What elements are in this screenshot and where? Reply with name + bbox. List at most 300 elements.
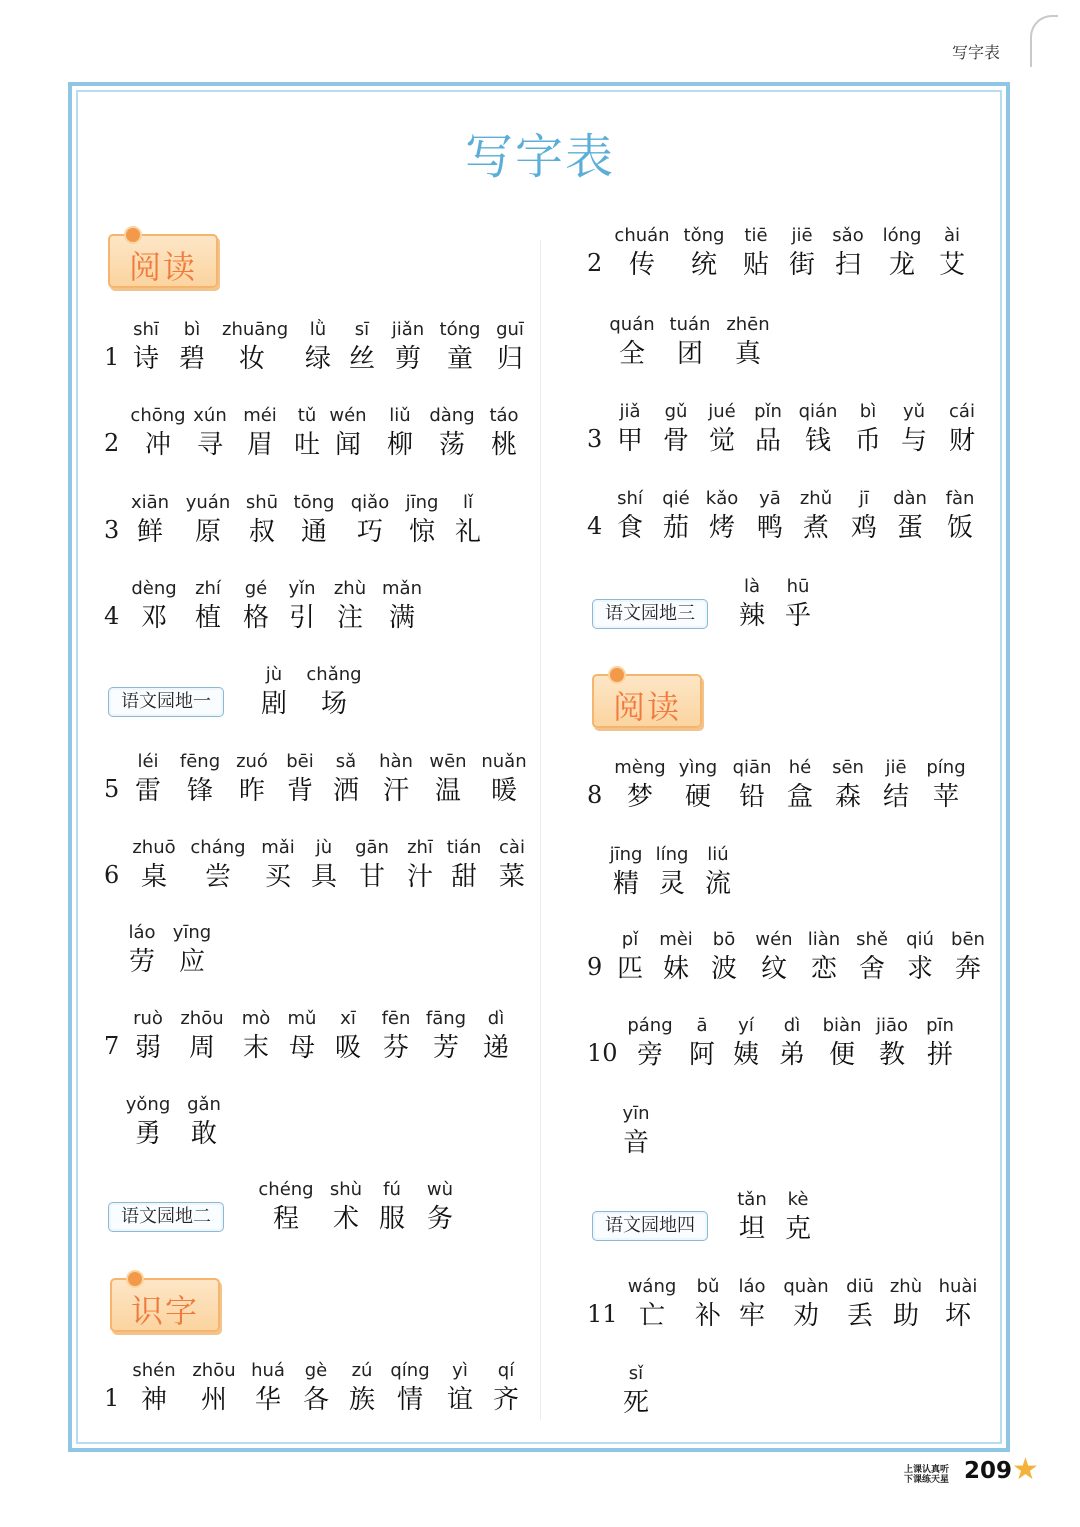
pinyin: mǎi	[261, 837, 295, 858]
hanzi: 梦	[626, 782, 653, 812]
hanzi: 鸡	[850, 513, 877, 543]
pinyin: jīng	[609, 844, 643, 865]
pinyin: píng	[926, 757, 966, 778]
pinyin: shī	[133, 319, 159, 340]
pinyin: lóng	[882, 225, 922, 246]
pinyin: gān	[355, 837, 389, 858]
hanzi: 茄	[662, 513, 689, 543]
hanzi: 剧	[260, 689, 287, 719]
hanzi: 坏	[944, 1301, 971, 1331]
pinyin: jiē	[791, 225, 813, 246]
char-cell	[668, 756, 728, 814]
char-cell	[476, 1359, 536, 1417]
hanzi: 苹	[932, 782, 959, 812]
hanzi: 芬	[382, 1033, 409, 1063]
char-cell	[776, 1275, 836, 1333]
pinyin: bǔ	[696, 1276, 720, 1297]
hanzi: 末	[242, 1033, 269, 1063]
hanzi: 盒	[786, 782, 813, 812]
hanzi: 蛋	[896, 513, 923, 543]
hanzi: 满	[388, 603, 415, 633]
pinyin: ā	[696, 1015, 708, 1036]
pinyin: mò	[241, 1008, 271, 1029]
hanzi: 劝	[792, 1301, 819, 1331]
pinyin: xī	[340, 1008, 356, 1029]
pinyin: qiǎo	[350, 492, 390, 513]
pinyin: chǎng	[306, 664, 362, 685]
pinyin: léi	[137, 751, 159, 772]
hanzi: 吐	[293, 430, 320, 460]
hanzi: 具	[310, 862, 337, 892]
char-cell	[688, 843, 748, 901]
pinyin: wén	[329, 405, 367, 426]
pinyin: gǔ	[664, 401, 688, 422]
hanzi: 硬	[684, 782, 711, 812]
pinyin: yā	[759, 488, 781, 509]
hanzi: 阿	[688, 1040, 715, 1070]
char-cell	[938, 928, 998, 986]
pinyin: ài	[943, 225, 961, 246]
lesson-number: 1	[104, 1384, 120, 1412]
hanzi: 丢	[846, 1301, 873, 1331]
pinyin: hū	[786, 576, 810, 597]
hanzi: 丝	[348, 344, 375, 374]
pinyin: tōng	[293, 492, 335, 513]
pinyin: dì	[783, 1015, 801, 1036]
pinyin: chōng	[130, 405, 186, 426]
page-title: 写字表	[464, 129, 615, 185]
page-corner-icon	[1030, 15, 1058, 67]
char-cell	[922, 224, 982, 282]
hanzi: 务	[426, 1204, 453, 1234]
hanzi: 叔	[248, 517, 275, 547]
char-cell	[722, 1275, 782, 1333]
hanzi: 温	[434, 776, 461, 806]
pinyin: nuǎn	[481, 751, 527, 772]
pinyin: gǎn	[187, 1094, 221, 1115]
char-cell	[612, 224, 672, 282]
hanzi: 吸	[334, 1033, 361, 1063]
lesson-number: 9	[587, 953, 603, 981]
hanzi: 归	[496, 344, 523, 374]
hanzi: 通	[300, 517, 327, 547]
pinyin: sǐ	[628, 1363, 644, 1384]
hanzi: 眉	[246, 430, 273, 460]
hanzi: 甘	[358, 862, 385, 892]
pinyin: quán	[609, 314, 655, 335]
hanzi: 华	[254, 1385, 281, 1415]
lesson-number: 3	[104, 516, 120, 544]
hanzi: 艾	[938, 250, 965, 280]
pinyin: qíng	[390, 1360, 430, 1381]
hanzi: 应	[178, 947, 205, 977]
hanzi: 煮	[802, 513, 829, 543]
pinyin: bì	[859, 401, 877, 422]
hanzi: 术	[332, 1204, 359, 1234]
pinyin: zú	[351, 1360, 373, 1381]
hanzi: 坦	[738, 1214, 765, 1244]
pinyin: líng	[655, 844, 689, 865]
lesson-number: 8	[587, 781, 603, 809]
garden-label-1: 语文园地一	[108, 687, 224, 717]
pinyin: là	[743, 576, 761, 597]
char-cell	[178, 491, 238, 549]
pinyin: kǎo	[705, 488, 739, 509]
pinyin: zhōu	[192, 1360, 236, 1381]
pinyin: qié	[662, 488, 690, 509]
pinyin: yīng	[172, 922, 212, 943]
pinyin: jù	[315, 837, 333, 858]
hanzi: 财	[948, 426, 975, 456]
garden-label-3: 语文园地三	[592, 599, 708, 629]
char-cell	[118, 750, 178, 808]
hanzi: 冲	[144, 430, 171, 460]
pinyin: jī	[858, 488, 869, 509]
hanzi: 匹	[616, 954, 643, 984]
hanzi: 周	[188, 1033, 215, 1063]
pinyin: diū	[846, 1276, 874, 1297]
hanzi: 币	[854, 426, 881, 456]
lesson-number: 2	[587, 249, 603, 277]
hanzi: 旁	[636, 1040, 663, 1070]
hanzi: 波	[710, 954, 737, 984]
pinyin: sī	[354, 319, 370, 340]
char-cell	[930, 487, 990, 545]
char-cell	[172, 1007, 232, 1065]
hanzi: 姨	[732, 1040, 759, 1070]
pinyin: xiān	[130, 492, 170, 513]
hanzi: 求	[906, 954, 933, 984]
pinyin: wáng	[627, 1276, 677, 1297]
pinyin: yìng	[678, 757, 718, 778]
pinyin: dàng	[429, 405, 475, 426]
pinyin: jiāo	[875, 1015, 909, 1036]
pinyin: mǎn	[382, 578, 422, 599]
hanzi: 暖	[490, 776, 517, 806]
pinyin: fú	[383, 1179, 401, 1200]
pinyin: cái	[949, 401, 975, 422]
hanzi: 统	[690, 250, 717, 280]
pinyin: bō	[712, 929, 736, 950]
char-cell	[910, 1014, 970, 1072]
pinyin: fāng	[425, 1008, 467, 1029]
pinyin: quàn	[783, 1276, 829, 1297]
hanzi: 亡	[638, 1301, 665, 1331]
garden-label-4: 语文园地四	[592, 1211, 708, 1241]
hanzi: 团	[676, 339, 703, 369]
pinyin: chéng	[258, 1179, 314, 1200]
pinyin: tóng	[439, 319, 481, 340]
pinyin: yǒng	[125, 1094, 171, 1115]
lesson-number: 10	[587, 1039, 618, 1067]
pinyin: jiǎn	[391, 319, 425, 340]
pinyin: tǎn	[737, 1189, 767, 1210]
hanzi: 传	[628, 250, 655, 280]
pinyin: zhōu	[180, 1008, 224, 1029]
pinyin: yí	[738, 1015, 754, 1036]
char-cell	[928, 1275, 988, 1333]
char-cell	[174, 1093, 234, 1151]
pinyin: táo	[489, 405, 519, 426]
pinyin: sǎo	[832, 225, 864, 246]
char-cell	[438, 491, 498, 549]
footer-slogan: 上课认真听 下课练天星	[904, 1465, 950, 1485]
hanzi: 贴	[742, 250, 769, 280]
hanzi: 植	[194, 603, 221, 633]
hanzi: 尝	[204, 862, 231, 892]
char-cell	[124, 836, 184, 894]
char-cell	[170, 750, 230, 808]
char-cell	[474, 404, 534, 462]
hanzi: 寻	[196, 430, 223, 460]
char-cell	[876, 1275, 936, 1333]
hanzi: 结	[882, 782, 909, 812]
hanzi: 劳	[128, 947, 155, 977]
pinyin: zhù	[333, 578, 367, 599]
char-cell	[768, 575, 828, 633]
hanzi: 鸭	[756, 513, 783, 543]
hanzi: 桌	[140, 862, 167, 892]
hanzi: 敢	[190, 1119, 217, 1149]
hanzi: 格	[242, 603, 269, 633]
pinyin: láo	[738, 1276, 766, 1297]
hanzi: 买	[264, 862, 291, 892]
char-cell	[410, 1178, 470, 1236]
pinyin: hé	[788, 757, 812, 778]
char-cell	[222, 318, 289, 376]
hanzi: 甲	[616, 426, 643, 456]
pinyin: sēn	[832, 757, 864, 778]
char-cell	[916, 756, 976, 814]
char-cell	[366, 750, 426, 808]
pinyin: wù	[426, 1179, 454, 1200]
hanzi: 骨	[662, 426, 689, 456]
char-cell	[232, 491, 292, 549]
pinyin: hàn	[379, 751, 413, 772]
pinyin: liǔ	[389, 405, 411, 426]
hanzi: 拼	[926, 1040, 953, 1070]
char-cell	[474, 750, 534, 808]
hanzi: 引	[288, 603, 315, 633]
pinyin: láo	[128, 922, 156, 943]
char-cell	[188, 836, 248, 894]
pinyin: shén	[132, 1360, 176, 1381]
char-cell	[120, 491, 180, 549]
hanzi: 烤	[708, 513, 735, 543]
hanzi: 全	[618, 339, 645, 369]
hanzi: 昨	[238, 776, 265, 806]
pinyin: biàn	[822, 1015, 862, 1036]
hanzi: 龙	[888, 250, 915, 280]
hanzi: 教	[878, 1040, 905, 1070]
lesson-number: 2	[104, 429, 120, 457]
hanzi: 注	[336, 603, 363, 633]
pinyin: jiǎ	[619, 401, 641, 422]
lesson-number: 7	[104, 1032, 120, 1060]
hanzi: 饭	[946, 513, 973, 543]
pinyin: tián	[446, 837, 482, 858]
pinyin: liú	[707, 844, 729, 865]
char-cell	[304, 663, 364, 721]
pinyin: mǔ	[287, 1008, 317, 1029]
pinyin: fēn	[381, 1008, 411, 1029]
hanzi: 齐	[492, 1385, 519, 1415]
pinyin: xún	[193, 405, 227, 426]
pinyin: cài	[499, 837, 525, 858]
pinyin: huá	[251, 1360, 285, 1381]
char-cell	[118, 1093, 178, 1151]
char-cell	[378, 318, 438, 376]
char-cell	[606, 1102, 666, 1160]
hanzi: 扫	[834, 250, 861, 280]
hanzi: 芳	[432, 1033, 459, 1063]
hanzi: 服	[378, 1204, 405, 1234]
char-cell	[620, 1014, 680, 1072]
char-cell	[372, 577, 432, 635]
pinyin: zhuāng	[222, 319, 289, 340]
hanzi: 死	[622, 1388, 649, 1418]
pinyin: zhī	[407, 837, 433, 858]
running-header: 写字表	[952, 43, 1001, 62]
pinyin: kè	[787, 1189, 809, 1210]
hanzi: 恋	[810, 954, 837, 984]
hanzi: 邓	[140, 603, 167, 633]
hanzi: 洒	[332, 776, 359, 806]
char-cell	[128, 404, 188, 462]
hanzi: 巧	[356, 517, 383, 547]
hanzi: 谊	[446, 1385, 473, 1415]
pinyin: méi	[243, 405, 277, 426]
hanzi: 精	[612, 869, 639, 899]
pinyin: bēn	[951, 929, 985, 950]
hanzi: 甜	[450, 862, 477, 892]
lesson-number: 4	[104, 602, 120, 630]
pinyin: wén	[755, 929, 793, 950]
char-cell	[162, 318, 222, 376]
hanzi: 便	[828, 1040, 855, 1070]
pinyin: pīn	[926, 1015, 954, 1036]
pinyin: shù	[329, 1179, 363, 1200]
pinyin: pǐn	[754, 401, 782, 422]
hanzi: 纹	[760, 954, 787, 984]
pinyin: qiān	[732, 757, 772, 778]
hanzi: 音	[622, 1128, 649, 1158]
pinyin: zhí	[195, 578, 221, 599]
pinyin: jiē	[885, 757, 907, 778]
pinyin: qí	[497, 1360, 515, 1381]
hanzi: 辣	[738, 601, 765, 631]
char-cell	[466, 1007, 526, 1065]
pinyin: liàn	[807, 929, 841, 950]
pinyin: huài	[938, 1276, 978, 1297]
hanzi: 菜	[498, 862, 525, 892]
hanzi: 场	[320, 689, 347, 719]
char-cell	[340, 491, 400, 549]
hanzi: 灵	[658, 869, 685, 899]
pinyin: zuó	[236, 751, 268, 772]
lesson-number: 5	[104, 775, 120, 803]
pinyin: tǔ	[297, 405, 317, 426]
pinyin: tǒng	[683, 225, 725, 246]
pinyin: qián	[798, 401, 838, 422]
pinyin: shí	[617, 488, 643, 509]
hanzi: 补	[694, 1301, 721, 1331]
hanzi: 柳	[386, 430, 413, 460]
char-cell	[244, 663, 304, 721]
page-number: 209	[964, 1458, 1013, 1484]
pinyin: jué	[708, 401, 736, 422]
hanzi: 递	[482, 1033, 509, 1063]
hanzi: 助	[892, 1301, 919, 1331]
pinyin: dàn	[893, 488, 927, 509]
hanzi: 惊	[408, 517, 435, 547]
hanzi: 舍	[858, 954, 885, 984]
hanzi: 勇	[134, 1119, 161, 1149]
hanzi: 礼	[454, 517, 481, 547]
hanzi: 与	[900, 426, 927, 456]
hanzi: 母	[288, 1033, 315, 1063]
lesson-number: 1	[104, 343, 120, 371]
char-cell	[422, 404, 482, 462]
char-cell	[480, 318, 540, 376]
hanzi: 程	[272, 1204, 299, 1234]
char-cell	[124, 1359, 184, 1417]
pinyin: tiē	[744, 225, 768, 246]
pinyin: lǐ	[462, 492, 473, 513]
pinyin: bì	[183, 319, 201, 340]
char-cell	[768, 1188, 828, 1246]
char-cell	[660, 313, 720, 371]
pinyin: zhēn	[726, 314, 770, 335]
hanzi: 森	[834, 782, 861, 812]
char-cell	[162, 921, 222, 979]
char-cell	[184, 1359, 244, 1417]
pinyin: bēi	[286, 751, 314, 772]
hanzi: 弱	[134, 1033, 161, 1063]
pinyin: jù	[265, 664, 283, 685]
char-cell	[718, 313, 778, 371]
char-cell	[124, 577, 184, 635]
hanzi: 鲜	[136, 517, 163, 547]
hanzi: 乎	[784, 601, 811, 631]
char-cell	[622, 1275, 682, 1333]
pinyin: yuán	[185, 492, 231, 513]
pinyin: gé	[244, 578, 268, 599]
pinyin: tuán	[669, 314, 711, 335]
char-cell	[482, 836, 542, 894]
pinyin: gè	[304, 1360, 328, 1381]
column-divider	[540, 240, 541, 1420]
hanzi: 雷	[134, 776, 161, 806]
char-cell	[606, 1362, 666, 1420]
char-cell	[118, 1007, 178, 1065]
hanzi: 原	[194, 517, 221, 547]
pinyin: wēn	[429, 751, 467, 772]
lesson-number: 11	[587, 1300, 618, 1328]
pinyin: shě	[856, 929, 888, 950]
pinyin: zhuō	[132, 837, 176, 858]
pinyin: yǐn	[288, 578, 316, 599]
hanzi: 汗	[382, 776, 409, 806]
hanzi: 闻	[334, 430, 361, 460]
pinyin: cháng	[190, 837, 246, 858]
lesson-number: 3	[587, 425, 603, 453]
hanzi: 诗	[132, 344, 159, 374]
pinyin: dì	[487, 1008, 505, 1029]
pinyin: pǐ	[621, 929, 639, 950]
char-cell	[818, 224, 878, 282]
garden-label-2: 语文园地二	[108, 1202, 224, 1232]
